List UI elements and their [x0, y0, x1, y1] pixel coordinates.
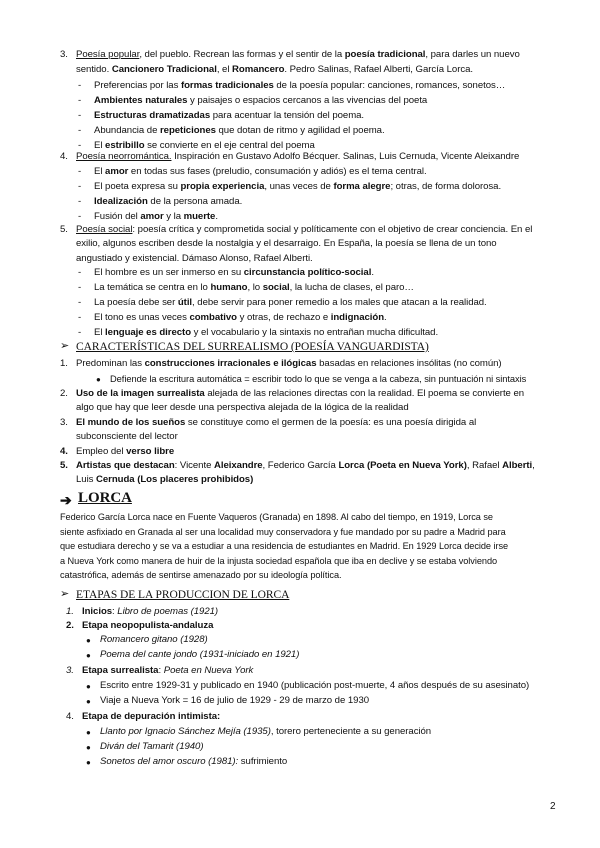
paragraph-line: Federico García Lorca nace en Fuente Vaqueros (Granada) en 1898. Al cabo del tiempo, en 1919, Lorca se	[60, 512, 493, 522]
paragraph-line: que estudiara derecho y se va a estudiar a una residencia de estudiantes en Madrid. En 1929 Lorca decide irse	[60, 541, 509, 551]
list-line: Luis Cernuda (Los placeres prohibidos)	[76, 474, 254, 485]
list-number: 5.	[60, 460, 68, 471]
arrow-bullet-icon: ➢	[60, 340, 70, 352]
list-line: Poesía social: poesía crítica y comprometida social y políticamente con el objetivo de crear conciencia. En el	[76, 224, 533, 235]
list-item: El poeta expresa su propia experiencia, unas veces de forma alegre; otras, de forma dolorosa.	[94, 181, 502, 192]
paragraph-line: a Nueva York como manera de huir de la injusta sociedad española que iba en declive y se estaba volviendo	[60, 555, 498, 566]
list-line: angustiado y existencial. Dámaso Alonso, Rafael Alberti.	[76, 253, 313, 264]
list-item: Idealización de la persona amada.	[94, 196, 243, 207]
dash-bullet-icon: -	[78, 125, 82, 136]
page-number: 2	[550, 801, 556, 812]
list-line: Defiende la escritura automática = escribir todo lo que se venga a la cabeza, sin puntuación ni sintaxis	[110, 374, 527, 384]
list-item: Ambientes naturales y paisajes o espacios cercanos a las vivencias del poeta	[94, 95, 428, 106]
list-item: El lenguaje es directo y el vocabulario y la sintaxis no entrañan mucha dificultad.	[94, 327, 439, 338]
list-number: 3.	[60, 49, 68, 60]
list-line: Artistas que destacan: Vicente Aleixandre, Federico García Lorca (Poeta en Nueva York), Rafael Alberti,	[76, 460, 535, 471]
list-line: Empleo del verso libre	[76, 446, 175, 457]
section-title: Poesía neorromántica.	[76, 151, 172, 162]
paragraph-line: siente asfixiado en Granada al ser una localidad muy conservadora y fue mandado por su padre a Madrid para	[60, 526, 506, 537]
section-heading: ETAPAS DE LA PRODUCCION DE LORCA	[76, 589, 290, 601]
list-line: Uso de la imagen surrealista alejada de las relaciones directas con la realidad. El poema se convierte en	[76, 388, 525, 399]
list-line: sentido. Cancionero Tradicional, el Romancero. Pedro Salinas, Rafael Alberti, García Lorca.	[76, 64, 473, 75]
list-item: Fusión del amor y la muerte.	[94, 211, 218, 222]
list-item: La poesía debe ser útil, debe servir para poner remedio a los males que atacan a la realidad.	[94, 297, 487, 308]
list-number: 4.	[66, 711, 74, 722]
list-line: Inicios: Libro de poemas (1921)	[82, 606, 219, 617]
list-item: Sonetos del amor oscuro (1981): sufrimiento	[100, 756, 288, 767]
bullet-icon: ●	[96, 375, 101, 384]
list-line: Poesía popular, del pueblo. Recrean las formas y el sentir de la poesía tradicional, para darles un nuevo	[76, 49, 520, 60]
list-item: Abundancia de repeticiones que dotan de ritmo y agilidad el poema.	[94, 125, 385, 136]
section-heading: LORCA	[78, 490, 132, 506]
bullet-icon: ●	[86, 636, 91, 645]
section-title: Poesía social	[76, 224, 133, 235]
section-title: Poesía popular	[76, 49, 140, 60]
list-line: Etapa de depuración intimista:	[82, 711, 221, 722]
bullet-icon: ●	[86, 651, 91, 660]
list-line: Poesía neorromántica. Inspiración en Gustavo Adolfo Bécquer. Salinas, Luis Cernuda, Vicente Aleixandre	[76, 151, 520, 162]
list-item: Poema del cante jondo (1931-iniciado en 1921)	[100, 649, 300, 660]
bullet-icon: ●	[86, 728, 91, 737]
dash-bullet-icon: -	[78, 110, 82, 121]
list-item: Diván del Tamarit (1940)	[100, 741, 204, 752]
list-number: 3.	[60, 417, 68, 428]
list-item: El amor en todas sus fases (preludio, consumación y adiós) es el tema central.	[94, 166, 427, 177]
list-line: algo que hay que leer desde una perspectiva alejada de la lógica de la realidad	[76, 402, 409, 413]
dash-bullet-icon: -	[78, 166, 82, 177]
section-heading: CARACTERÍSTICAS DEL SURREALISMO (POESÍA VANGUARDISTA)	[76, 341, 429, 353]
list-line: exilio, algunos escriben desde la nostalgia y el desarraigo. En España, la poesía se llena de un tono	[76, 238, 497, 249]
list-line: Etapa surrealista: Poeta en Nueva York	[82, 665, 254, 676]
list-number: 1.	[66, 606, 74, 617]
dash-bullet-icon: -	[78, 312, 82, 323]
bullet-icon: ●	[86, 697, 91, 706]
dash-bullet-icon: -	[78, 282, 82, 293]
dash-bullet-icon: -	[78, 140, 82, 151]
list-line: Predominan las construcciones irracionales e ilógicas basadas en relaciones insólitas (no común)	[76, 358, 502, 369]
paragraph-line: catastrófica, además de sentirse amenazado por su ideología política.	[60, 570, 342, 580]
dash-bullet-icon: -	[78, 327, 82, 338]
list-number: 2.	[66, 620, 74, 631]
dash-bullet-icon: -	[78, 181, 82, 192]
list-line: El mundo de los sueños se constituye como el germen de la poesía: es una poesía dirigida al	[76, 417, 477, 428]
list-line: Etapa neopopulista-andaluza	[82, 620, 214, 631]
list-item: Romancero gitano (1928)	[100, 634, 208, 645]
bullet-icon: ●	[86, 758, 91, 767]
list-item: La temática se centra en lo humano, lo social, la lucha de clases, el paro…	[94, 282, 414, 293]
list-number: 3.	[66, 665, 74, 676]
list-item: El hombre es un ser inmerso en su circunstancia político-social.	[94, 267, 374, 278]
dash-bullet-icon: -	[78, 196, 82, 207]
dash-bullet-icon: -	[78, 211, 82, 222]
bullet-icon: ●	[86, 743, 91, 752]
dash-bullet-icon: -	[78, 80, 82, 91]
dash-bullet-icon: -	[78, 297, 82, 308]
list-item: El estribillo se convierte en el eje central del poema	[94, 140, 315, 151]
list-item: El tono es unas veces combativo y otras, de rechazo e indignación.	[94, 312, 387, 323]
list-line: subconsciente del lector	[76, 431, 178, 442]
bullet-icon: ●	[86, 682, 91, 691]
list-item: Escrito entre 1929-31 y publicado en 1940 (publicación post-muerte, 4 años después de su asesinato)	[100, 680, 530, 691]
list-item: Viaje a Nueva York = 16 de julio de 1929 - 29 de marzo de 1930	[100, 695, 370, 706]
list-number: 2.	[60, 388, 68, 399]
list-number: 5.	[60, 224, 68, 235]
arrow-bullet-icon: ➢	[60, 588, 70, 600]
list-number: 4.	[60, 151, 68, 162]
list-item: Llanto por Ignacio Sánchez Mejía (1935), torero perteneciente a su generación	[100, 726, 432, 737]
list-number: 1.	[60, 358, 68, 369]
dash-bullet-icon: -	[78, 267, 82, 278]
list-item: Preferencias por las formas tradicionales de la poesía popular: canciones, romances, sonetos…	[94, 80, 506, 91]
arrow-right-icon: ➔	[60, 492, 72, 508]
list-item: Estructuras dramatizadas para acentuar la tensión del poema.	[94, 110, 365, 121]
dash-bullet-icon: -	[78, 95, 82, 106]
list-number: 4.	[60, 446, 68, 457]
